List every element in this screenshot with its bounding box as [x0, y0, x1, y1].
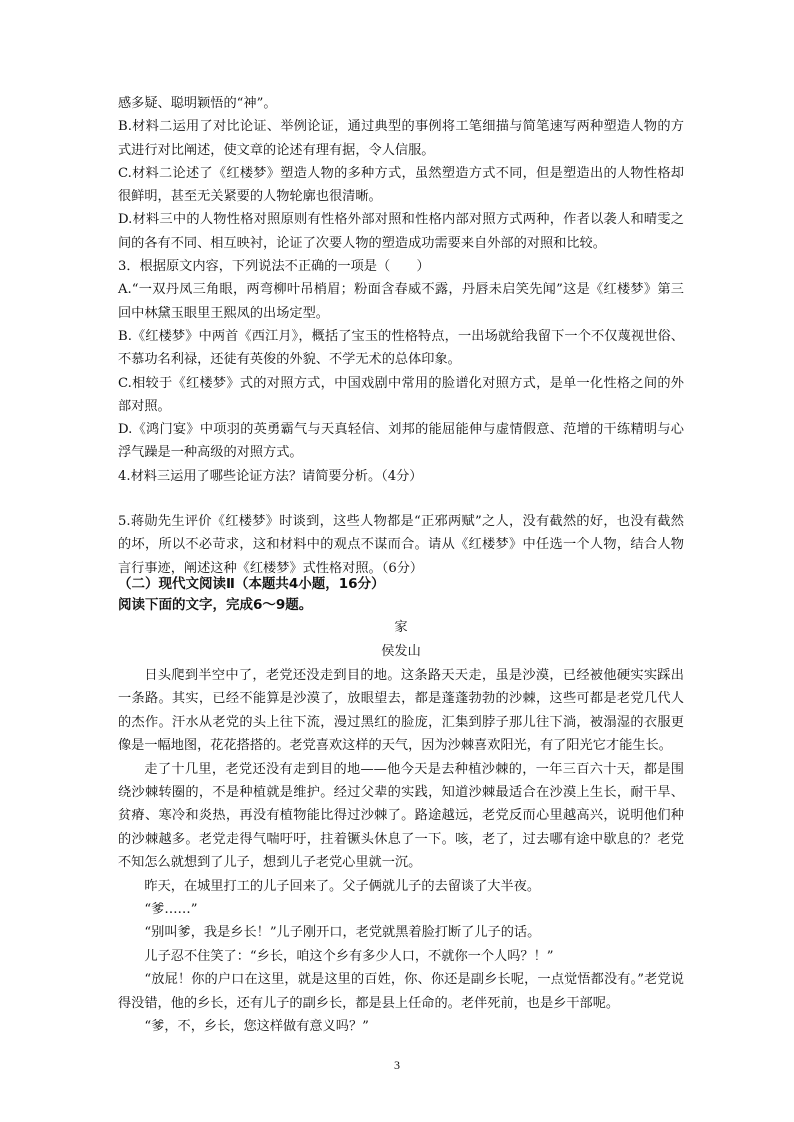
question-4: 4.材料三运用了哪些论证方法？请简要分析。（4分）	[118, 468, 423, 484]
reading-section	[118, 574, 684, 1039]
option-a: A.“一双丹凤三角眼，两弯柳叶吊梢眉；粉面含春威不露，丹唇未启笑先闻”这是《红楼梦》第三回中林黛玉眼里王熙凤的出场定型。	[118, 282, 684, 321]
option-text: 感多疑、聪明颖悟的“神”。	[118, 96, 277, 111]
paragraph: “爹……”	[144, 902, 198, 918]
option-d: D.《鸿门宴》中项羽的英勇霸气与天真轻信、刘邦的能屈能伸与虚情假意、范增的干练精明与心浮气躁是一种高级的对照方式。	[118, 422, 684, 461]
paragraph: “别叫爹，我是乡长！”儿子刚开口，老党就黑着脸打断了儿子的话。	[144, 925, 541, 941]
paragraph: “爹，不，乡长，您这样做有意义吗？”	[144, 1019, 369, 1035]
paragraph: 走了十几里，老党还没有走到目的地——他今天是去种植沙棘的，一年三百六十天，都是围绕沙棘转圈的，不是种植就是维护。经过父辈的实践，知道沙棘最适合在沙漠上生长，耐干旱、贫瘠、寒冷和炎热，再没有植物能比得过沙棘了。路途越远，老党反而心里越高兴，说明他们种的沙棘越多。老党走得气喘吁吁，拄着镢头休息了一下。咳，老了，过去哪有途中歇息的？老党不知怎么就想到了儿子，想到儿子老党心里就一沉。	[118, 761, 684, 871]
paragraph: 儿子忍不住笑了：“乡长，咱这个乡有多少人口，不就你一个人吗？！”	[144, 948, 554, 964]
question-5: 5.蒋勋先生评价《红楼梦》时谈到，这些人物都是“正邪两赋”之人，没有截然的好，也没有截然的坏，所以不必苛求，这和材料中的观点不谋而合。请从《红楼梦》中任选一个人物，结合人物言行事迹，阐述这种《红楼梦》式性格对照。（6分）	[118, 514, 684, 576]
question-3: 3．根据原文内容，下列说法不正确的一项是（ ）	[118, 259, 430, 275]
paragraph: 日头爬到半空中了，老党还没走到目的地。这条路天天走，虽是沙漠，已经被他硬实实踩出一条路。其实，已经不能算是沙漠了，放眼望去，都是蓬蓬勃勃的沙棘，这些可都是老党几代人的杰作。汗水从老党的头上往下流，漫过黑红的脸庞，汇集到脖子那儿往下淌，被溻湿的衣服更像是一幅地图，花花搭搭的。老党喜欢这样的天气，因为沙棘喜欢阳光，有了阳光它才能生长。	[118, 668, 684, 754]
article-body	[118, 664, 684, 1039]
paragraph: 昨天，在城里打工的儿子回来了。父子俩就儿子的去留谈了大半夜。	[144, 878, 541, 894]
section-title: （二）现代文阅读Ⅱ（本题共4小题，16分）	[118, 576, 385, 592]
option-c: C.相较于《红楼梦》式的对照方式，中国戏剧中常用的脸谱化对照方式，是单一化性格之间的外部对照。	[118, 375, 684, 414]
option-d: D.材料三中的人物性格对照原则有性格外部对照和性格内部对照方式两种，作者以袭人和晴雯之间的各有不同、相互映衬，论证了次要人物的塑造成功需要来自外部的对照和比较。	[118, 212, 684, 251]
option-c: C.材料二论述了《红楼梦》塑造人物的多种方式，虽然塑造方式不同，但是塑造出的人物性格却很鲜明，甚至无关紧要的人物轮廓也很清晰。	[118, 165, 684, 205]
page-number: 3	[394, 1058, 400, 1072]
article-author: 侯发山	[381, 644, 421, 659]
question-block	[118, 92, 684, 580]
section-instruction: 阅读下面的文字，完成6～9题。	[118, 597, 313, 613]
paragraph: “放屁！你的户口在这里，就是这里的百姓，你、你还是副乡长呢，一点觉悟都没有。”老党说得没错，他的乡长，还有儿子的副乡长，都是县上任命的。老伴死前，也是乡干部呢。	[118, 972, 684, 1011]
article-title: 家	[394, 620, 408, 635]
option-b: B.《红楼梦》中两首《西江月》，概括了宝玉的性格特点，一出场就给我留下一个不仅蔑视世俗、不慕功名利禄，还徒有英俊的外貌、不学无术的总体印象。	[118, 328, 684, 368]
option-b: B.材料二运用了对比论证、举例论证，通过典型的事例将工笔细描与简笔速写两种塑造人物的方式进行对比阐述，使文章的论述有理有据，令人信服。	[118, 119, 684, 158]
